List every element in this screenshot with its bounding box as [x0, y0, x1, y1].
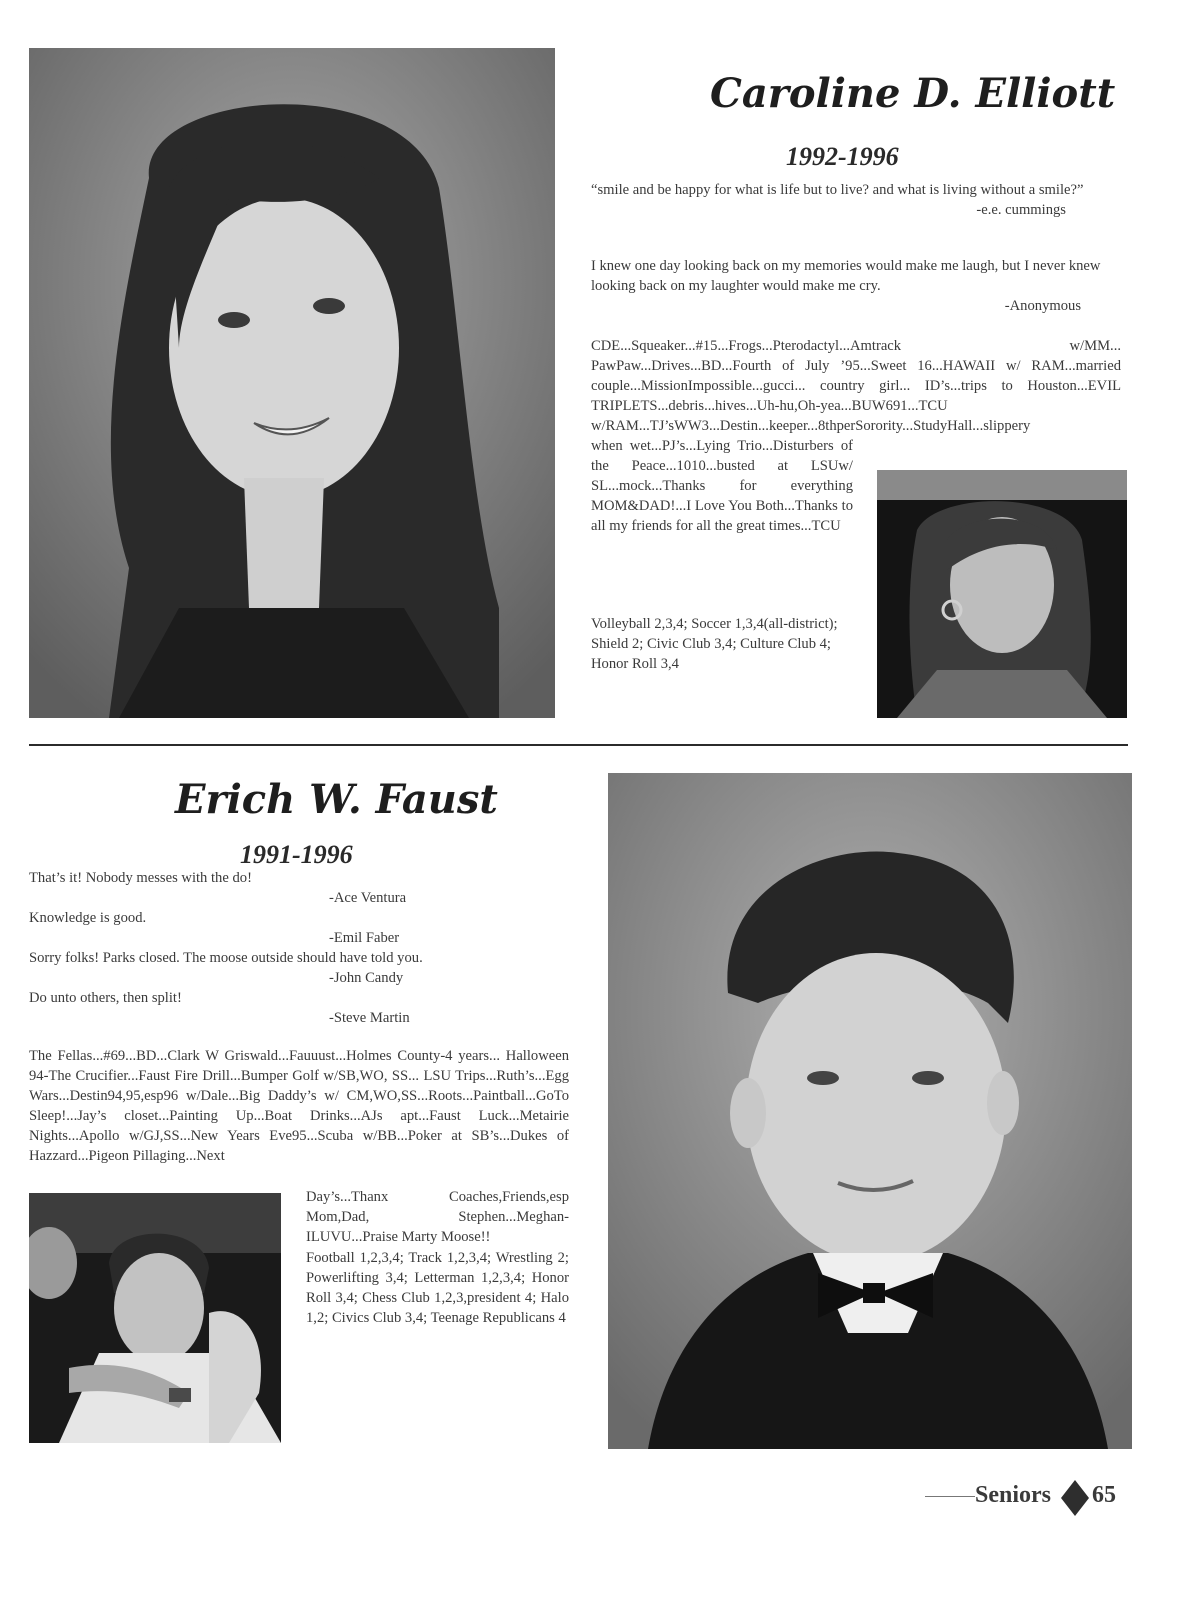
erich-quote-author: -Ace Ventura — [329, 890, 407, 906]
caroline-memories-wide: CDE...Squeaker...#15...Frogs...Pterodactyl...Amtrack w/MM... PawPaw...Drives...BD...Fourth of July ’95...Sweet 16...HAWAII w/ RAM...married couple...MissionImpossible...gucci... country girl... ID’s...trips to Houston...EVIL TRIPLETS...debris...hives...Uh-hu,Oh-yea...BUW691...TCU w/RAM...TJ’sWW3...Destin...keeper...8thperSorority...StudyHall...slippery — [591, 338, 1121, 434]
section-divider — [29, 744, 1128, 746]
erich-quotes — [29, 868, 589, 1028]
caroline-candid-photo — [877, 470, 1127, 718]
erich-memories-narrow: Day’s...Thanx Coaches,Friends,esp Mom,Dad, Stephen...Meghan-ILUVU...Praise Marty Moose!! — [306, 1189, 569, 1245]
caroline-activities: Volleyball 2,3,4; Soccer 1,3,4(all-district); Shield 2; Civic Club 3,4; Culture Club 4; Honor Roll 3,4 — [591, 616, 838, 672]
diamond-icon — [1061, 1480, 1089, 1516]
caroline-quote-1 — [591, 180, 1111, 220]
footer-section-label: Seniors — [975, 1482, 1052, 1508]
page-number: 65 — [1092, 1482, 1116, 1508]
erich-portrait-photo — [608, 773, 1132, 1449]
erich-years: 1991-1996 — [240, 840, 353, 869]
caroline-quote-1-author: -e.e. cummings — [976, 202, 1066, 218]
erich-quote-author: -John Candy — [329, 970, 404, 986]
erich-quote-text: Sorry folks! Parks closed. The moose outside should have told you. — [29, 950, 423, 966]
caroline-portrait-photo — [29, 48, 555, 718]
erich-activities: Football 1,2,3,4; Track 1,2,3,4; Wrestling 2; Powerlifting 3,4; Letterman 1,2,3,4; Honor Roll 3,4; Chess Club 1,2,3,president 4; Halo 1,2; Civics Club 3,4; Teenage Republicans 4 — [306, 1250, 569, 1326]
footer-rule — [925, 1496, 975, 1497]
caroline-memories-narrow: when wet...PJ’s...Lying Trio...Disturbers of the Peace...1010...busted at LSUw/ SL...mock...Thanks for everything MOM&DAD!...I Love You Both...Thanks to all my friends for all the great times...TCU — [591, 438, 853, 534]
erich-candid-photo — [29, 1193, 281, 1443]
erich-quote-author: -Emil Faber — [329, 930, 400, 946]
caroline-quote-2-text: I knew one day looking back on my memories would make me laugh, but I never knew looking back on my laughter would make me cry. — [591, 258, 1101, 294]
caroline-quote-1-text: “smile and be happy for what is life but to live? and what is living without a smile?” — [591, 182, 1084, 198]
erich-quote-text: That’s it! Nobody messes with the do! — [29, 870, 252, 886]
erich-name: Erich W. Faust — [175, 776, 498, 823]
erich-quote-author: -Steve Martin — [329, 1010, 410, 1026]
erich-quote-text: Do unto others, then split! — [29, 990, 182, 1006]
erich-memories-wide: The Fellas...#69...BD...Clark W Griswald...Fauuust...Holmes County-4 years... Halloween 94-The Crucifier...Faust Fire Drill...Bumper Golf w/SB,WO, SS... LSU Trips...Ruth’s...Egg Wars...Destin94,95,esp96 w/Dale...Big Daddy’s w/ CM,WO,SS...Roots...Paintball...GoTo Sleep!...Jay’s closet...Painting Up...Boat Drinks...AJs apt...Faust Luck...Metairie Nights...Apollo w/GJ,SS...New Years Eve95...Scuba w/BB...Poker at SB’s...Dukes of Hazzard...Pigeon Pillaging...Next — [29, 1048, 569, 1164]
caroline-quote-2-author: -Anonymous — [1004, 298, 1081, 314]
caroline-years: 1992-1996 — [786, 142, 899, 171]
caroline-name: Caroline D. Elliott — [710, 70, 1116, 117]
caroline-quote-2 — [591, 256, 1106, 316]
erich-quote-text: Knowledge is good. — [29, 910, 147, 926]
